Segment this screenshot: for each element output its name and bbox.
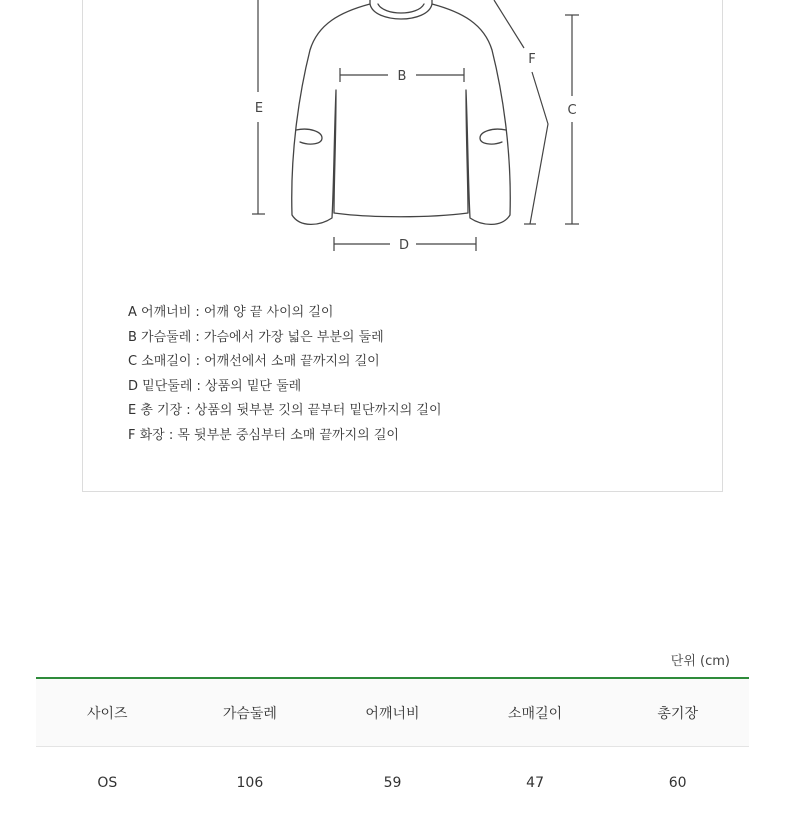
legend-item-f: F 화장 : 목 뒷부분 중심부터 소매 끝까지의 길이 — [128, 424, 442, 449]
cell-chest: 106 — [179, 747, 322, 819]
cell-length: 60 — [606, 747, 749, 819]
label-e: E — [255, 101, 263, 116]
cell-sleeve: 47 — [464, 747, 607, 819]
header-chest: 가슴둘레 — [179, 678, 322, 747]
sweater-outline — [292, 0, 511, 224]
collar-inner — [378, 4, 424, 13]
garment-measurement-diagram — [0, 0, 800, 280]
label-b: B — [398, 69, 407, 84]
header-shoulder: 어깨너비 — [321, 678, 464, 747]
table-row — [36, 747, 749, 819]
right-cuff-fold — [480, 129, 506, 144]
size-table — [36, 677, 749, 819]
cell-shoulder: 59 — [321, 747, 464, 819]
table-header-row — [36, 678, 749, 747]
header-sleeve: 소매길이 — [464, 678, 607, 747]
label-d: D — [399, 238, 409, 253]
legend-item-e: E 총 기장 : 상품의 뒷부분 깃의 끝부터 밑단까지의 길이 — [128, 399, 442, 424]
label-f: F — [528, 52, 535, 67]
measurement-legend — [128, 301, 442, 448]
left-cuff-fold — [296, 129, 322, 144]
legend-item-a: A 어깨너비 : 어깨 양 끝 사이의 길이 — [128, 301, 442, 326]
legend-item-d: D 밑단둘레 : 상품의 밑단 둘레 — [128, 375, 442, 400]
legend-item-b: B 가슴둘레 : 가슴에서 가장 넓은 부분의 둘레 — [128, 326, 442, 351]
legend-item-c: C 소매길이 : 어깨선에서 소매 끝까지의 길이 — [128, 350, 442, 375]
cell-size: OS — [36, 747, 179, 819]
label-c: C — [567, 103, 576, 118]
unit-label: 단위 (cm) — [671, 650, 730, 669]
header-length: 총기장 — [606, 678, 749, 747]
header-size: 사이즈 — [36, 678, 179, 747]
